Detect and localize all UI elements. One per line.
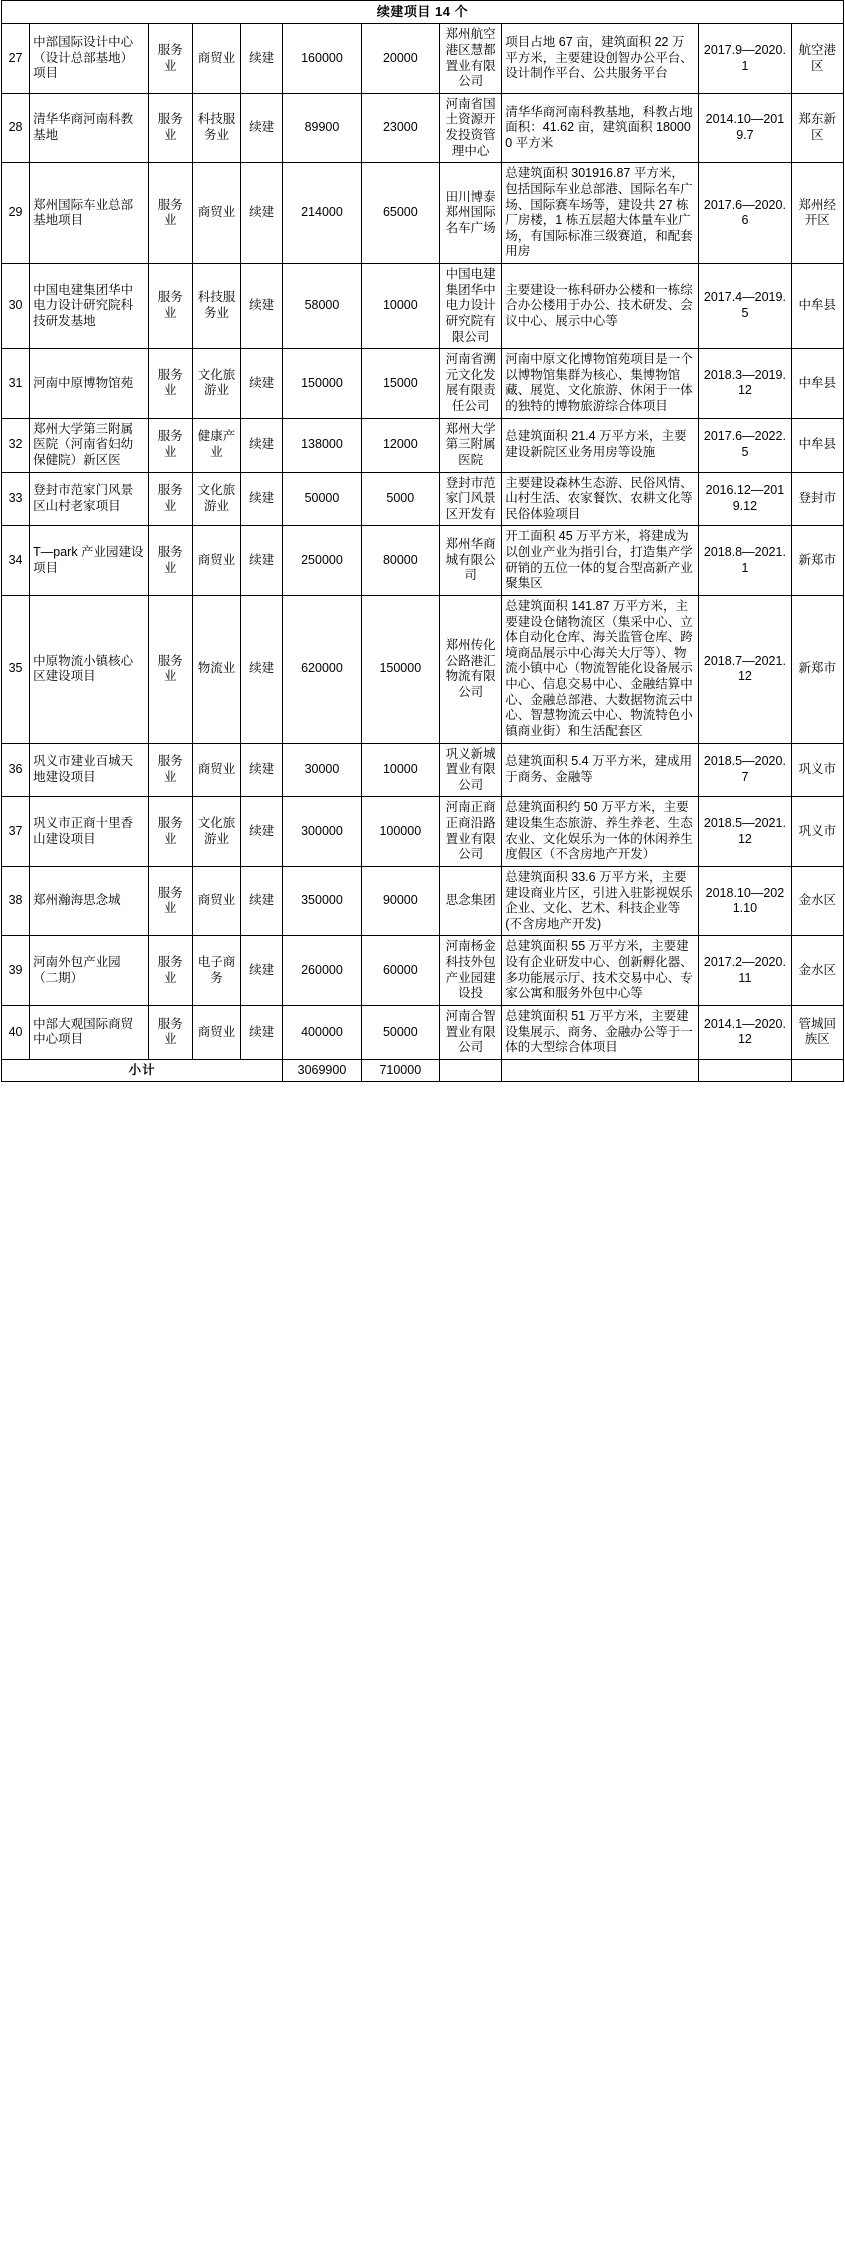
construction-period: 2017.6—2022.5: [699, 418, 791, 472]
construction-unit: 郑州华商城有限公司: [440, 526, 502, 596]
project-area: 航空港区: [791, 24, 843, 94]
row-number: 36: [2, 743, 30, 797]
project-name: T—park 产业园建设项目: [30, 526, 149, 596]
project-type: 续建: [241, 797, 283, 867]
big-category: 服务业: [148, 418, 192, 472]
row-number: 27: [2, 24, 30, 94]
year-investment: 23000: [361, 93, 439, 163]
big-category: 服务业: [148, 936, 192, 1006]
row-number: 38: [2, 866, 30, 936]
project-area: 管城回族区: [791, 1005, 843, 1059]
table-row[interactable]: [2, 866, 844, 936]
project-type: 续建: [241, 595, 283, 743]
row-number: 31: [2, 349, 30, 419]
project-type: 续建: [241, 743, 283, 797]
project-type: 续建: [241, 264, 283, 349]
construction-period: 2014.1—2020.12: [699, 1005, 791, 1059]
construction-period: 2018.10—2021.10: [699, 866, 791, 936]
project-area: 金水区: [791, 936, 843, 1006]
total-investment: 89900: [283, 93, 361, 163]
construction-unit: 郑州大学第三附属医院: [440, 418, 502, 472]
project-description: 主要建设森林生态游、民俗风情、山村生活、农家餐饮、农耕文化等民俗体验项目: [502, 472, 699, 526]
sub-category: 电子商务: [192, 936, 240, 1006]
big-category: 服务业: [148, 93, 192, 163]
big-category: 服务业: [148, 163, 192, 264]
project-name: 河南中原博物馆苑: [30, 349, 149, 419]
project-type: 续建: [241, 936, 283, 1006]
big-category: 服务业: [148, 797, 192, 867]
construction-unit: 郑州传化公路港汇物流有限公司: [440, 595, 502, 743]
year-investment: 10000: [361, 264, 439, 349]
project-name: 巩义市正商十里香山建设项目: [30, 797, 149, 867]
sub-category: 商贸业: [192, 866, 240, 936]
total-investment: 160000: [283, 24, 361, 94]
year-investment: 80000: [361, 526, 439, 596]
big-category: 服务业: [148, 24, 192, 94]
sub-category: 商贸业: [192, 1005, 240, 1059]
row-number: 37: [2, 797, 30, 867]
project-name: 登封市范家门风景区山村老家项目: [30, 472, 149, 526]
table-row[interactable]: [2, 93, 844, 163]
construction-unit: 河南合智置业有限公司: [440, 1005, 502, 1059]
total-investment: 620000: [283, 595, 361, 743]
project-name: 郑州国际车业总部基地项目: [30, 163, 149, 264]
row-number: 28: [2, 93, 30, 163]
project-description: 清华华商河南科教基地，科教占地面积：41.62 亩，建筑面积 180000 平方米: [502, 93, 699, 163]
project-area: 郑州经开区: [791, 163, 843, 264]
big-category: 服务业: [148, 866, 192, 936]
project-area: 中牟县: [791, 418, 843, 472]
year-investment: 65000: [361, 163, 439, 264]
project-description: 总建筑面积 141.87 万平方米，主要建设仓储物流区（集采中心、立体自动化仓库、海关监管仓库、跨境商品展示中心海关大厅等）、物流小镇中心（物流智能化设备展示中心、信息交易中心、金融结算中心、金融总部港、大数据物流云中心、智慧物流云中心、物流特色小镇商业街）和生活配套区: [502, 595, 699, 743]
construction-unit: 河南省国土资源开发投资管理中心: [440, 93, 502, 163]
table-row[interactable]: [2, 595, 844, 743]
project-type: 续建: [241, 866, 283, 936]
project-description: 总建筑面积 5.4 万平方米，建成用于商务、金融等: [502, 743, 699, 797]
table-body: [2, 1, 844, 1082]
big-category: 服务业: [148, 1005, 192, 1059]
project-description: 总建筑面积 301916.87 平方米，包括国际车业总部港、国际名车广场、国际赛车场等，建设共 27 栋厂房楼，1 栋五层超大体量车业广场，有国际标准三级赛道，和配套用房: [502, 163, 699, 264]
project-name: 郑州大学第三附属医院（河南省妇幼保健院）新区医: [30, 418, 149, 472]
big-category: 服务业: [148, 349, 192, 419]
total-investment: 260000: [283, 936, 361, 1006]
table-row[interactable]: [2, 526, 844, 596]
year-investment: 90000: [361, 866, 439, 936]
total-investment: 350000: [283, 866, 361, 936]
big-category: 服务业: [148, 526, 192, 596]
summary-unit-cell: [440, 1059, 502, 1082]
row-number: 30: [2, 264, 30, 349]
row-number: 33: [2, 472, 30, 526]
project-name: 清华华商河南科教基地: [30, 93, 149, 163]
project-area: 巩义市: [791, 743, 843, 797]
big-category: 服务业: [148, 264, 192, 349]
big-category: 服务业: [148, 743, 192, 797]
row-number: 29: [2, 163, 30, 264]
table-row[interactable]: [2, 349, 844, 419]
big-category: 服务业: [148, 595, 192, 743]
construction-period: 2018.3—2019.12: [699, 349, 791, 419]
project-area: 中牟县: [791, 264, 843, 349]
year-investment: 5000: [361, 472, 439, 526]
sub-category: 文化旅游业: [192, 797, 240, 867]
project-area: 金水区: [791, 866, 843, 936]
construction-unit: 田川博泰郑州国际名车广场: [440, 163, 502, 264]
row-number: 35: [2, 595, 30, 743]
project-description: 河南中原文化博物馆苑项目是一个以博物馆集群为核心、集博物馆藏、展览、文化旅游、休闲于一体的独特的博物旅游综合体项目: [502, 349, 699, 419]
construction-unit: 河南正商正商沿路置业有限公司: [440, 797, 502, 867]
summary-row: [2, 1059, 844, 1082]
sub-category: 商贸业: [192, 743, 240, 797]
total-investment: 250000: [283, 526, 361, 596]
sub-category: 商贸业: [192, 163, 240, 264]
total-investment: 58000: [283, 264, 361, 349]
project-type: 续建: [241, 1005, 283, 1059]
project-area: 新郑市: [791, 595, 843, 743]
table-row[interactable]: [2, 163, 844, 264]
table-row[interactable]: [2, 936, 844, 1006]
row-number: 39: [2, 936, 30, 1006]
construction-period: 2017.2—2020.11: [699, 936, 791, 1006]
summary-period-cell: [699, 1059, 791, 1082]
project-area: 巩义市: [791, 797, 843, 867]
construction-unit: 登封市范家门风景区开发有: [440, 472, 502, 526]
row-number: 32: [2, 418, 30, 472]
project-type: 续建: [241, 163, 283, 264]
construction-period: 2016.12—2019.12: [699, 472, 791, 526]
construction-period: 2018.8—2021.1: [699, 526, 791, 596]
table-row[interactable]: [2, 24, 844, 94]
project-area: 中牟县: [791, 349, 843, 419]
year-investment: 20000: [361, 24, 439, 94]
table-row[interactable]: [2, 418, 844, 472]
construction-unit: 河南杨金科技外包产业园建设投: [440, 936, 502, 1006]
project-description: 总建筑面积 33.6 万平方米，主要建设商业片区，引进入驻影视娱乐企业、文化、艺术、科技企业等(不含房地产开发): [502, 866, 699, 936]
project-area: 登封市: [791, 472, 843, 526]
year-investment: 15000: [361, 349, 439, 419]
total-investment: 400000: [283, 1005, 361, 1059]
construction-period: 2018.5—2021.12: [699, 797, 791, 867]
project-area: 新郑市: [791, 526, 843, 596]
sub-category: 文化旅游业: [192, 472, 240, 526]
summary-total-investment: 3069900: [283, 1059, 361, 1082]
sub-category: 科技服务业: [192, 264, 240, 349]
construction-unit: 河南省溯元文化发展有限责任公司: [440, 349, 502, 419]
project-description: 开工面积 45 万平方米，将建成为以创业产业为指引台，打造集产学研销的五位一体的复合型高新产业聚集区: [502, 526, 699, 596]
project-type: 续建: [241, 349, 283, 419]
sub-category: 科技服务业: [192, 93, 240, 163]
sub-category: 文化旅游业: [192, 349, 240, 419]
construction-unit: 思念集团: [440, 866, 502, 936]
total-investment: 138000: [283, 418, 361, 472]
construction-period: 2018.5—2020.7: [699, 743, 791, 797]
project-name: 中原物流小镇核心区建设项目: [30, 595, 149, 743]
table-row[interactable]: [2, 472, 844, 526]
project-name: 河南外包产业园（二期）: [30, 936, 149, 1006]
summary-year-investment: 710000: [361, 1059, 439, 1082]
construction-period: 2018.7—2021.12: [699, 595, 791, 743]
table-row[interactable]: [2, 743, 844, 797]
summary-label: 小计: [2, 1059, 283, 1082]
total-investment: 50000: [283, 472, 361, 526]
project-description: 总建筑面积约 50 万平方米，主要建设集生态旅游、养生养老、生态农业、文化娱乐为一体的休闲养生度假区（不含房地产开发）: [502, 797, 699, 867]
year-investment: 12000: [361, 418, 439, 472]
year-investment: 100000: [361, 797, 439, 867]
sub-category: 物流业: [192, 595, 240, 743]
total-investment: 214000: [283, 163, 361, 264]
table-title: 续建项目 14 个: [2, 1, 844, 24]
project-name: 中部国际设计中心（设计总部基地）项目: [30, 24, 149, 94]
project-description: 总建筑面积 55 万平方米，主要建设有企业研发中心、创新孵化器、多功能展示厅、技术交易中心、专家公寓和服务外包中心等: [502, 936, 699, 1006]
project-table: [1, 0, 844, 1082]
construction-period: 2017.6—2020.6: [699, 163, 791, 264]
project-type: 续建: [241, 93, 283, 163]
year-investment: 150000: [361, 595, 439, 743]
big-category: 服务业: [148, 472, 192, 526]
project-name: 中部大观国际商贸中心项目: [30, 1005, 149, 1059]
construction-unit: 中国电建集团华中电力设计研究院有限公司: [440, 264, 502, 349]
project-type: 续建: [241, 526, 283, 596]
year-investment: 60000: [361, 936, 439, 1006]
construction-period: 2017.9—2020.1: [699, 24, 791, 94]
sub-category: 商贸业: [192, 24, 240, 94]
total-investment: 150000: [283, 349, 361, 419]
total-investment: 30000: [283, 743, 361, 797]
year-investment: 50000: [361, 1005, 439, 1059]
project-description: 主要建设一栋科研办公楼和一栋综合办公楼用于办公、技术研发、会议中心、展示中心等: [502, 264, 699, 349]
construction-unit: 巩义新城置业有限公司: [440, 743, 502, 797]
document-page: [0, 0, 845, 1082]
table-row[interactable]: [2, 1005, 844, 1059]
total-investment: 300000: [283, 797, 361, 867]
construction-period: 2014.10—2019.7: [699, 93, 791, 163]
project-description: 项目占地 67 亩，建筑面积 22 万平方米，主要建设创智办公平台、设计制作平台、公共服务平台: [502, 24, 699, 94]
project-area: 郑东新区: [791, 93, 843, 163]
project-type: 续建: [241, 24, 283, 94]
construction-period: 2017.4—2019.5: [699, 264, 791, 349]
summary-area-cell: [791, 1059, 843, 1082]
summary-description-cell: [502, 1059, 699, 1082]
project-type: 续建: [241, 418, 283, 472]
project-name: 巩义市建业百城天地建设项目: [30, 743, 149, 797]
sub-category: 健康产业: [192, 418, 240, 472]
project-description: 总建筑面积 21.4 万平方米，主要建设新院区业务用房等设施: [502, 418, 699, 472]
project-description: 总建筑面积 51 万平方米，主要建设集展示、商务、金融办公等于一体的大型综合体项目: [502, 1005, 699, 1059]
sub-category: 商贸业: [192, 526, 240, 596]
project-type: 续建: [241, 472, 283, 526]
row-number: 40: [2, 1005, 30, 1059]
table-title-row: [2, 1, 844, 24]
table-row[interactable]: [2, 264, 844, 349]
row-number: 34: [2, 526, 30, 596]
project-name: 中国电建集团华中电力设计研究院科技研发基地: [30, 264, 149, 349]
construction-unit: 郑州航空港区慧都置业有限公司: [440, 24, 502, 94]
project-name: 郑州瀚海思念城: [30, 866, 149, 936]
year-investment: 10000: [361, 743, 439, 797]
table-row[interactable]: [2, 797, 844, 867]
